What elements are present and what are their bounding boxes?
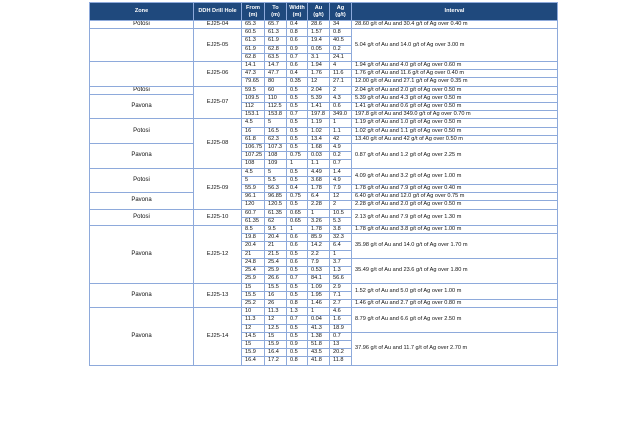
- width-cell: 0.8: [287, 357, 308, 365]
- interval-cell: 35.98 g/t of Au and 14.0 g/t of Ag over 1.70 m: [352, 234, 558, 259]
- from-cell: 61.8: [242, 135, 265, 143]
- drill-hole-cell: EJ25-10: [194, 209, 242, 225]
- from-cell: 14.5: [242, 332, 265, 340]
- ag-cell: 4.3: [330, 94, 352, 102]
- to-cell: 61.9: [265, 37, 287, 45]
- table-row: [90, 94, 558, 102]
- to-cell: 16.5: [265, 127, 287, 135]
- drill-hole-cell: EJ25-04: [194, 21, 242, 29]
- ag-cell: 4.9: [330, 176, 352, 184]
- au-cell: 0.05: [308, 45, 330, 53]
- au-cell: 85.9: [308, 234, 330, 242]
- width-cell: 0.8: [287, 29, 308, 37]
- from-cell: 12: [242, 324, 265, 332]
- interval-cell: 28.60 g/t of Au and 30.4 g/t of Ag over 0.40 m: [352, 21, 558, 29]
- interval-cell: 1.78 g/t of Au and 3.8 g/t of Ag over 1.00 m: [352, 226, 558, 234]
- interval-cell: 4.09 g/t of Au and 3.2 g/t of Ag over 1.00 m: [352, 168, 558, 184]
- au-cell: 3.68: [308, 176, 330, 184]
- width-cell: 0.7: [287, 316, 308, 324]
- ag-cell: 18.9: [330, 324, 352, 332]
- from-cell: 65.3: [242, 21, 265, 29]
- zone-cell: [90, 62, 194, 87]
- au-cell: 1.68: [308, 144, 330, 152]
- au-cell: 1.41: [308, 103, 330, 111]
- table-header: [90, 3, 558, 21]
- to-cell: 62.8: [265, 45, 287, 53]
- width-cell: 0.6: [287, 234, 308, 242]
- interval-cell: 1.52 g/t of Au and 5.0 g/t of Ag over 1.00 m: [352, 283, 558, 299]
- ag-cell: 56.6: [330, 275, 352, 283]
- au-cell: 12: [308, 78, 330, 86]
- width-cell: 0.5: [287, 283, 308, 291]
- au-cell: 1.95: [308, 291, 330, 299]
- to-cell: 21.5: [265, 250, 287, 258]
- interval-cell: 2.04 g/t of Au and 2.0 g/t of Ag over 0.50 m: [352, 86, 558, 94]
- interval-cell: 0.87 g/t of Au and 1.2 g/t of Ag over 2.25 m: [352, 144, 558, 169]
- from-cell: 107.25: [242, 152, 265, 160]
- width-cell: 0.65: [287, 209, 308, 217]
- to-cell: 15: [265, 332, 287, 340]
- to-cell: 15.9: [265, 340, 287, 348]
- au-cell: 197.8: [308, 111, 330, 119]
- drill-hole-cell: EJ25-08: [194, 119, 242, 168]
- interval-cell: 1.46 g/t of Au and 2.7 g/t of Ag over 0.80 m: [352, 299, 558, 307]
- au-cell: 1.78: [308, 185, 330, 193]
- ag-cell: 0.7: [330, 160, 352, 168]
- ag-cell: 27.1: [330, 78, 352, 86]
- table-row: [90, 283, 558, 291]
- from-cell: 16: [242, 127, 265, 135]
- table-row: [90, 168, 558, 176]
- au-cell: 5.39: [308, 94, 330, 102]
- from-cell: 15.9: [242, 349, 265, 357]
- from-cell: 47.3: [242, 70, 265, 78]
- au-cell: 41.3: [308, 324, 330, 332]
- ag-cell: 1: [330, 250, 352, 258]
- header-zone: Zone: [90, 3, 194, 21]
- drill-hole-cell: EJ25-12: [194, 226, 242, 283]
- interval-cell: 6.40 g/t of Au and 12.0 g/t of Ag over 0.75 m: [352, 193, 558, 201]
- au-cell: 84.1: [308, 275, 330, 283]
- to-cell: 5: [265, 119, 287, 127]
- au-cell: 41.8: [308, 357, 330, 365]
- to-cell: 60: [265, 86, 287, 94]
- width-cell: 0.6: [287, 62, 308, 70]
- au-cell: 0.04: [308, 316, 330, 324]
- width-cell: 0.7: [287, 53, 308, 61]
- to-cell: 25.9: [265, 267, 287, 275]
- assay-results-table-container: [89, 2, 557, 366]
- width-cell: 0.75: [287, 193, 308, 201]
- header-to: To (m): [265, 3, 287, 21]
- table-row: [90, 29, 558, 37]
- ag-cell: 42: [330, 135, 352, 143]
- to-cell: 26.6: [265, 275, 287, 283]
- header-interval: Interval: [352, 3, 558, 21]
- header-row: [90, 3, 558, 21]
- width-cell: 1: [287, 226, 308, 234]
- from-cell: 4.5: [242, 168, 265, 176]
- width-cell: 0.5: [287, 332, 308, 340]
- ag-cell: 0.8: [330, 29, 352, 37]
- interval-cell: 8.79 g/t of Au and 6.6 g/t of Ag over 2.50 m: [352, 308, 558, 333]
- interval-cell: 1.19 g/t of Au and 1.0 g/t of Ag over 0.50 m: [352, 119, 558, 127]
- width-cell: 0.75: [287, 152, 308, 160]
- from-cell: 55.9: [242, 185, 265, 193]
- zone-cell: Pavona: [90, 283, 194, 308]
- width-cell: 0.5: [287, 144, 308, 152]
- from-cell: 21: [242, 250, 265, 258]
- to-cell: 56.3: [265, 185, 287, 193]
- ag-cell: 0.7: [330, 332, 352, 340]
- from-cell: 24.8: [242, 258, 265, 266]
- width-cell: 0.6: [287, 258, 308, 266]
- ag-cell: 6.4: [330, 242, 352, 250]
- header-from: From (m): [242, 3, 265, 21]
- zone-cell: Potosi: [90, 168, 194, 193]
- ag-cell: 1.4: [330, 168, 352, 176]
- au-cell: 1.94: [308, 62, 330, 70]
- au-cell: 1.78: [308, 226, 330, 234]
- au-cell: 13.4: [308, 135, 330, 143]
- width-cell: 0.5: [287, 250, 308, 258]
- width-cell: 0.8: [287, 299, 308, 307]
- table-row: [90, 144, 558, 152]
- to-cell: 80: [265, 78, 287, 86]
- to-cell: 26: [265, 299, 287, 307]
- au-cell: 3.1: [308, 53, 330, 61]
- to-cell: 11.3: [265, 308, 287, 316]
- header-au: Au (g/t): [308, 3, 330, 21]
- from-cell: 5: [242, 176, 265, 184]
- zone-cell: Pavona: [90, 144, 194, 169]
- ag-cell: 2.9: [330, 283, 352, 291]
- au-cell: 1.19: [308, 119, 330, 127]
- drill-hole-cell: EJ25-13: [194, 283, 242, 308]
- table-row: [90, 21, 558, 29]
- to-cell: 16: [265, 291, 287, 299]
- to-cell: 5.5: [265, 176, 287, 184]
- from-cell: 79.65: [242, 78, 265, 86]
- ag-cell: 4: [330, 62, 352, 70]
- assay-results-table: [89, 2, 558, 366]
- drill-hole-cell: EJ25-14: [194, 308, 242, 365]
- width-cell: 0.5: [287, 135, 308, 143]
- zone-cell: Potosi: [90, 86, 194, 94]
- interval-cell: 13.40 g/t of Au and 42 g/t of Ag over 0.50 m: [352, 135, 558, 143]
- to-cell: 65.7: [265, 21, 287, 29]
- from-cell: 112: [242, 103, 265, 111]
- from-cell: 96.1: [242, 193, 265, 201]
- from-cell: 60.7: [242, 209, 265, 217]
- from-cell: 19.8: [242, 234, 265, 242]
- width-cell: 0.5: [287, 94, 308, 102]
- to-cell: 61.3: [265, 29, 287, 37]
- drill-hole-cell: EJ25-06: [194, 62, 242, 87]
- ag-cell: 34: [330, 21, 352, 29]
- width-cell: 0.6: [287, 242, 308, 250]
- ag-cell: 1.3: [330, 267, 352, 275]
- ag-cell: 349.0: [330, 111, 352, 119]
- width-cell: 0.5: [287, 86, 308, 94]
- ag-cell: 1.1: [330, 127, 352, 135]
- from-cell: 109.5: [242, 94, 265, 102]
- table-body: [90, 21, 558, 366]
- ag-cell: 32.3: [330, 234, 352, 242]
- zone-cell: Potosi: [90, 119, 194, 144]
- zone-cell: Potosi: [90, 209, 194, 225]
- au-cell: 4.49: [308, 168, 330, 176]
- ag-cell: 3.8: [330, 226, 352, 234]
- width-cell: 0.5: [287, 119, 308, 127]
- au-cell: 1.76: [308, 70, 330, 78]
- to-cell: 63.5: [265, 53, 287, 61]
- interval-cell: 1.41 g/t of Au and 0.6 g/t of Ag over 0.50 m: [352, 103, 558, 111]
- width-cell: 0.35: [287, 78, 308, 86]
- ag-cell: 7.9: [330, 185, 352, 193]
- zone-cell: Potosi: [90, 21, 194, 29]
- table-row: [90, 308, 558, 316]
- to-cell: 17.2: [265, 357, 287, 365]
- from-cell: 61.9: [242, 45, 265, 53]
- au-cell: 1: [308, 308, 330, 316]
- to-cell: 120.5: [265, 201, 287, 209]
- to-cell: 109: [265, 160, 287, 168]
- ag-cell: 13: [330, 340, 352, 348]
- to-cell: 153.8: [265, 111, 287, 119]
- to-cell: 14.7: [265, 62, 287, 70]
- width-cell: 0.4: [287, 21, 308, 29]
- au-cell: 1.38: [308, 332, 330, 340]
- zone-cell: Pavona: [90, 226, 194, 283]
- from-cell: 4.5: [242, 119, 265, 127]
- width-cell: 0.5: [287, 349, 308, 357]
- au-cell: 1.46: [308, 299, 330, 307]
- to-cell: 12.5: [265, 324, 287, 332]
- from-cell: 8.5: [242, 226, 265, 234]
- to-cell: 62.3: [265, 135, 287, 143]
- from-cell: 16.4: [242, 357, 265, 365]
- au-cell: 7.9: [308, 258, 330, 266]
- au-cell: 0.53: [308, 267, 330, 275]
- to-cell: 15.5: [265, 283, 287, 291]
- au-cell: 1: [308, 209, 330, 217]
- width-cell: 0.65: [287, 217, 308, 225]
- from-cell: 25.2: [242, 299, 265, 307]
- au-cell: 3.26: [308, 217, 330, 225]
- from-cell: 62.8: [242, 53, 265, 61]
- interval-cell: 12.00 g/t of Au and 27.1 g/t of Ag over 0.35 m: [352, 78, 558, 86]
- au-cell: 2.28: [308, 201, 330, 209]
- au-cell: 19.4: [308, 37, 330, 45]
- from-cell: 15.5: [242, 291, 265, 299]
- to-cell: 107.3: [265, 144, 287, 152]
- width-cell: 1: [287, 160, 308, 168]
- ag-cell: 3.7: [330, 258, 352, 266]
- ag-cell: 2: [330, 86, 352, 94]
- to-cell: 12: [265, 316, 287, 324]
- header-width: Width (m): [287, 3, 308, 21]
- from-cell: 60.5: [242, 29, 265, 37]
- to-cell: 16.4: [265, 349, 287, 357]
- au-cell: 6.4: [308, 193, 330, 201]
- interval-cell: 37.96 g/t of Au and 11.7 g/t of Ag over 2.70 m: [352, 332, 558, 365]
- ag-cell: 0.6: [330, 103, 352, 111]
- table-row: [90, 86, 558, 94]
- ag-cell: 20.2: [330, 349, 352, 357]
- to-cell: 110: [265, 94, 287, 102]
- au-cell: 43.5: [308, 349, 330, 357]
- from-cell: 20.4: [242, 242, 265, 250]
- au-cell: 0.03: [308, 152, 330, 160]
- ag-cell: 10.5: [330, 209, 352, 217]
- zone-cell: Pavona: [90, 94, 194, 119]
- from-cell: 61.3: [242, 37, 265, 45]
- table-row: [90, 209, 558, 217]
- width-cell: 0.9: [287, 45, 308, 53]
- from-cell: 120: [242, 201, 265, 209]
- width-cell: 0.5: [287, 127, 308, 135]
- table-row: [90, 62, 558, 70]
- ag-cell: 12: [330, 193, 352, 201]
- interval-cell: 2.28 g/t of Au and 2.0 g/t of Ag over 0.50 m: [352, 201, 558, 209]
- from-cell: 25.9: [242, 275, 265, 283]
- from-cell: 11.3: [242, 316, 265, 324]
- to-cell: 25.4: [265, 258, 287, 266]
- to-cell: 9.5: [265, 226, 287, 234]
- au-cell: 1.02: [308, 127, 330, 135]
- ag-cell: 1: [330, 119, 352, 127]
- width-cell: 0.4: [287, 185, 308, 193]
- header-drill-hole: DDH Drill Hole: [194, 3, 242, 21]
- from-cell: 14.1: [242, 62, 265, 70]
- to-cell: 47.7: [265, 70, 287, 78]
- from-cell: 153.1: [242, 111, 265, 119]
- from-cell: 59.5: [242, 86, 265, 94]
- from-cell: 61.35: [242, 217, 265, 225]
- width-cell: 0.5: [287, 324, 308, 332]
- from-cell: 10: [242, 308, 265, 316]
- ag-cell: 40.5: [330, 37, 352, 45]
- drill-hole-cell: EJ25-05: [194, 29, 242, 62]
- ag-cell: 2: [330, 201, 352, 209]
- from-cell: 106.75: [242, 144, 265, 152]
- ag-cell: 4.6: [330, 308, 352, 316]
- ag-cell: 0.2: [330, 152, 352, 160]
- interval-cell: 1.78 g/t of Au and 7.9 g/t of Ag over 0.40 m: [352, 185, 558, 193]
- ag-cell: 1.6: [330, 316, 352, 324]
- width-cell: 0.5: [287, 267, 308, 275]
- interval-cell: 5.39 g/t of Au and 4.3 g/t of Ag over 0.50 m: [352, 94, 558, 102]
- interval-cell: 197.8 g/t of Au and 349.0 g/t of Ag over 0.70 m: [352, 111, 558, 119]
- width-cell: 0.5: [287, 291, 308, 299]
- table-row: [90, 226, 558, 234]
- interval-cell: 1.94 g/t of Au and 4.0 g/t of Ag over 0.60 m: [352, 62, 558, 70]
- zone-cell: Pavona: [90, 308, 194, 365]
- interval-cell: 2.13 g/t of Au and 7.9 g/t of Ag over 1.30 m: [352, 209, 558, 225]
- table-row: [90, 193, 558, 201]
- ag-cell: 5.3: [330, 217, 352, 225]
- width-cell: 0.6: [287, 37, 308, 45]
- from-cell: 108: [242, 160, 265, 168]
- drill-hole-cell: EJ25-07: [194, 86, 242, 119]
- au-cell: 1.09: [308, 283, 330, 291]
- to-cell: 112.5: [265, 103, 287, 111]
- width-cell: 0.7: [287, 111, 308, 119]
- interval-cell: 1.02 g/t of Au and 1.1 g/t of Ag over 0.50 m: [352, 127, 558, 135]
- interval-cell: 1.76 g/t of Au and 11.6 g/t of Ag over 0.40 m: [352, 70, 558, 78]
- to-cell: 61.35: [265, 209, 287, 217]
- header-ag: Ag (g/t): [330, 3, 352, 21]
- width-cell: 0.5: [287, 103, 308, 111]
- drill-hole-cell: EJ25-09: [194, 168, 242, 209]
- zone-cell: Pavona: [90, 193, 194, 209]
- ag-cell: 11.6: [330, 70, 352, 78]
- width-cell: 0.7: [287, 275, 308, 283]
- to-cell: 108: [265, 152, 287, 160]
- au-cell: 2.2: [308, 250, 330, 258]
- width-cell: 0.5: [287, 176, 308, 184]
- interval-cell: 35.49 g/t of Au and 23.6 g/t of Ag over 1.80 m: [352, 258, 558, 283]
- au-cell: 1.1: [308, 160, 330, 168]
- interval-cell: 5.04 g/t of Au and 14.0 g/t of Ag over 3.00 m: [352, 29, 558, 62]
- table-row: [90, 119, 558, 127]
- width-cell: 0.4: [287, 70, 308, 78]
- ag-cell: 0.2: [330, 45, 352, 53]
- au-cell: 1.57: [308, 29, 330, 37]
- au-cell: 28.6: [308, 21, 330, 29]
- ag-cell: 2.7: [330, 299, 352, 307]
- to-cell: 5: [265, 168, 287, 176]
- width-cell: 0.5: [287, 168, 308, 176]
- width-cell: 0.9: [287, 340, 308, 348]
- to-cell: 20.4: [265, 234, 287, 242]
- ag-cell: 24.1: [330, 53, 352, 61]
- from-cell: 15: [242, 340, 265, 348]
- to-cell: 96.85: [265, 193, 287, 201]
- au-cell: 2.04: [308, 86, 330, 94]
- to-cell: 62: [265, 217, 287, 225]
- width-cell: 1.3: [287, 308, 308, 316]
- zone-cell: [90, 29, 194, 62]
- au-cell: 51.8: [308, 340, 330, 348]
- ag-cell: 11.8: [330, 357, 352, 365]
- ag-cell: 4.9: [330, 144, 352, 152]
- ag-cell: 7.1: [330, 291, 352, 299]
- au-cell: 14.2: [308, 242, 330, 250]
- from-cell: 15: [242, 283, 265, 291]
- width-cell: 0.5: [287, 201, 308, 209]
- from-cell: 25.4: [242, 267, 265, 275]
- to-cell: 21: [265, 242, 287, 250]
